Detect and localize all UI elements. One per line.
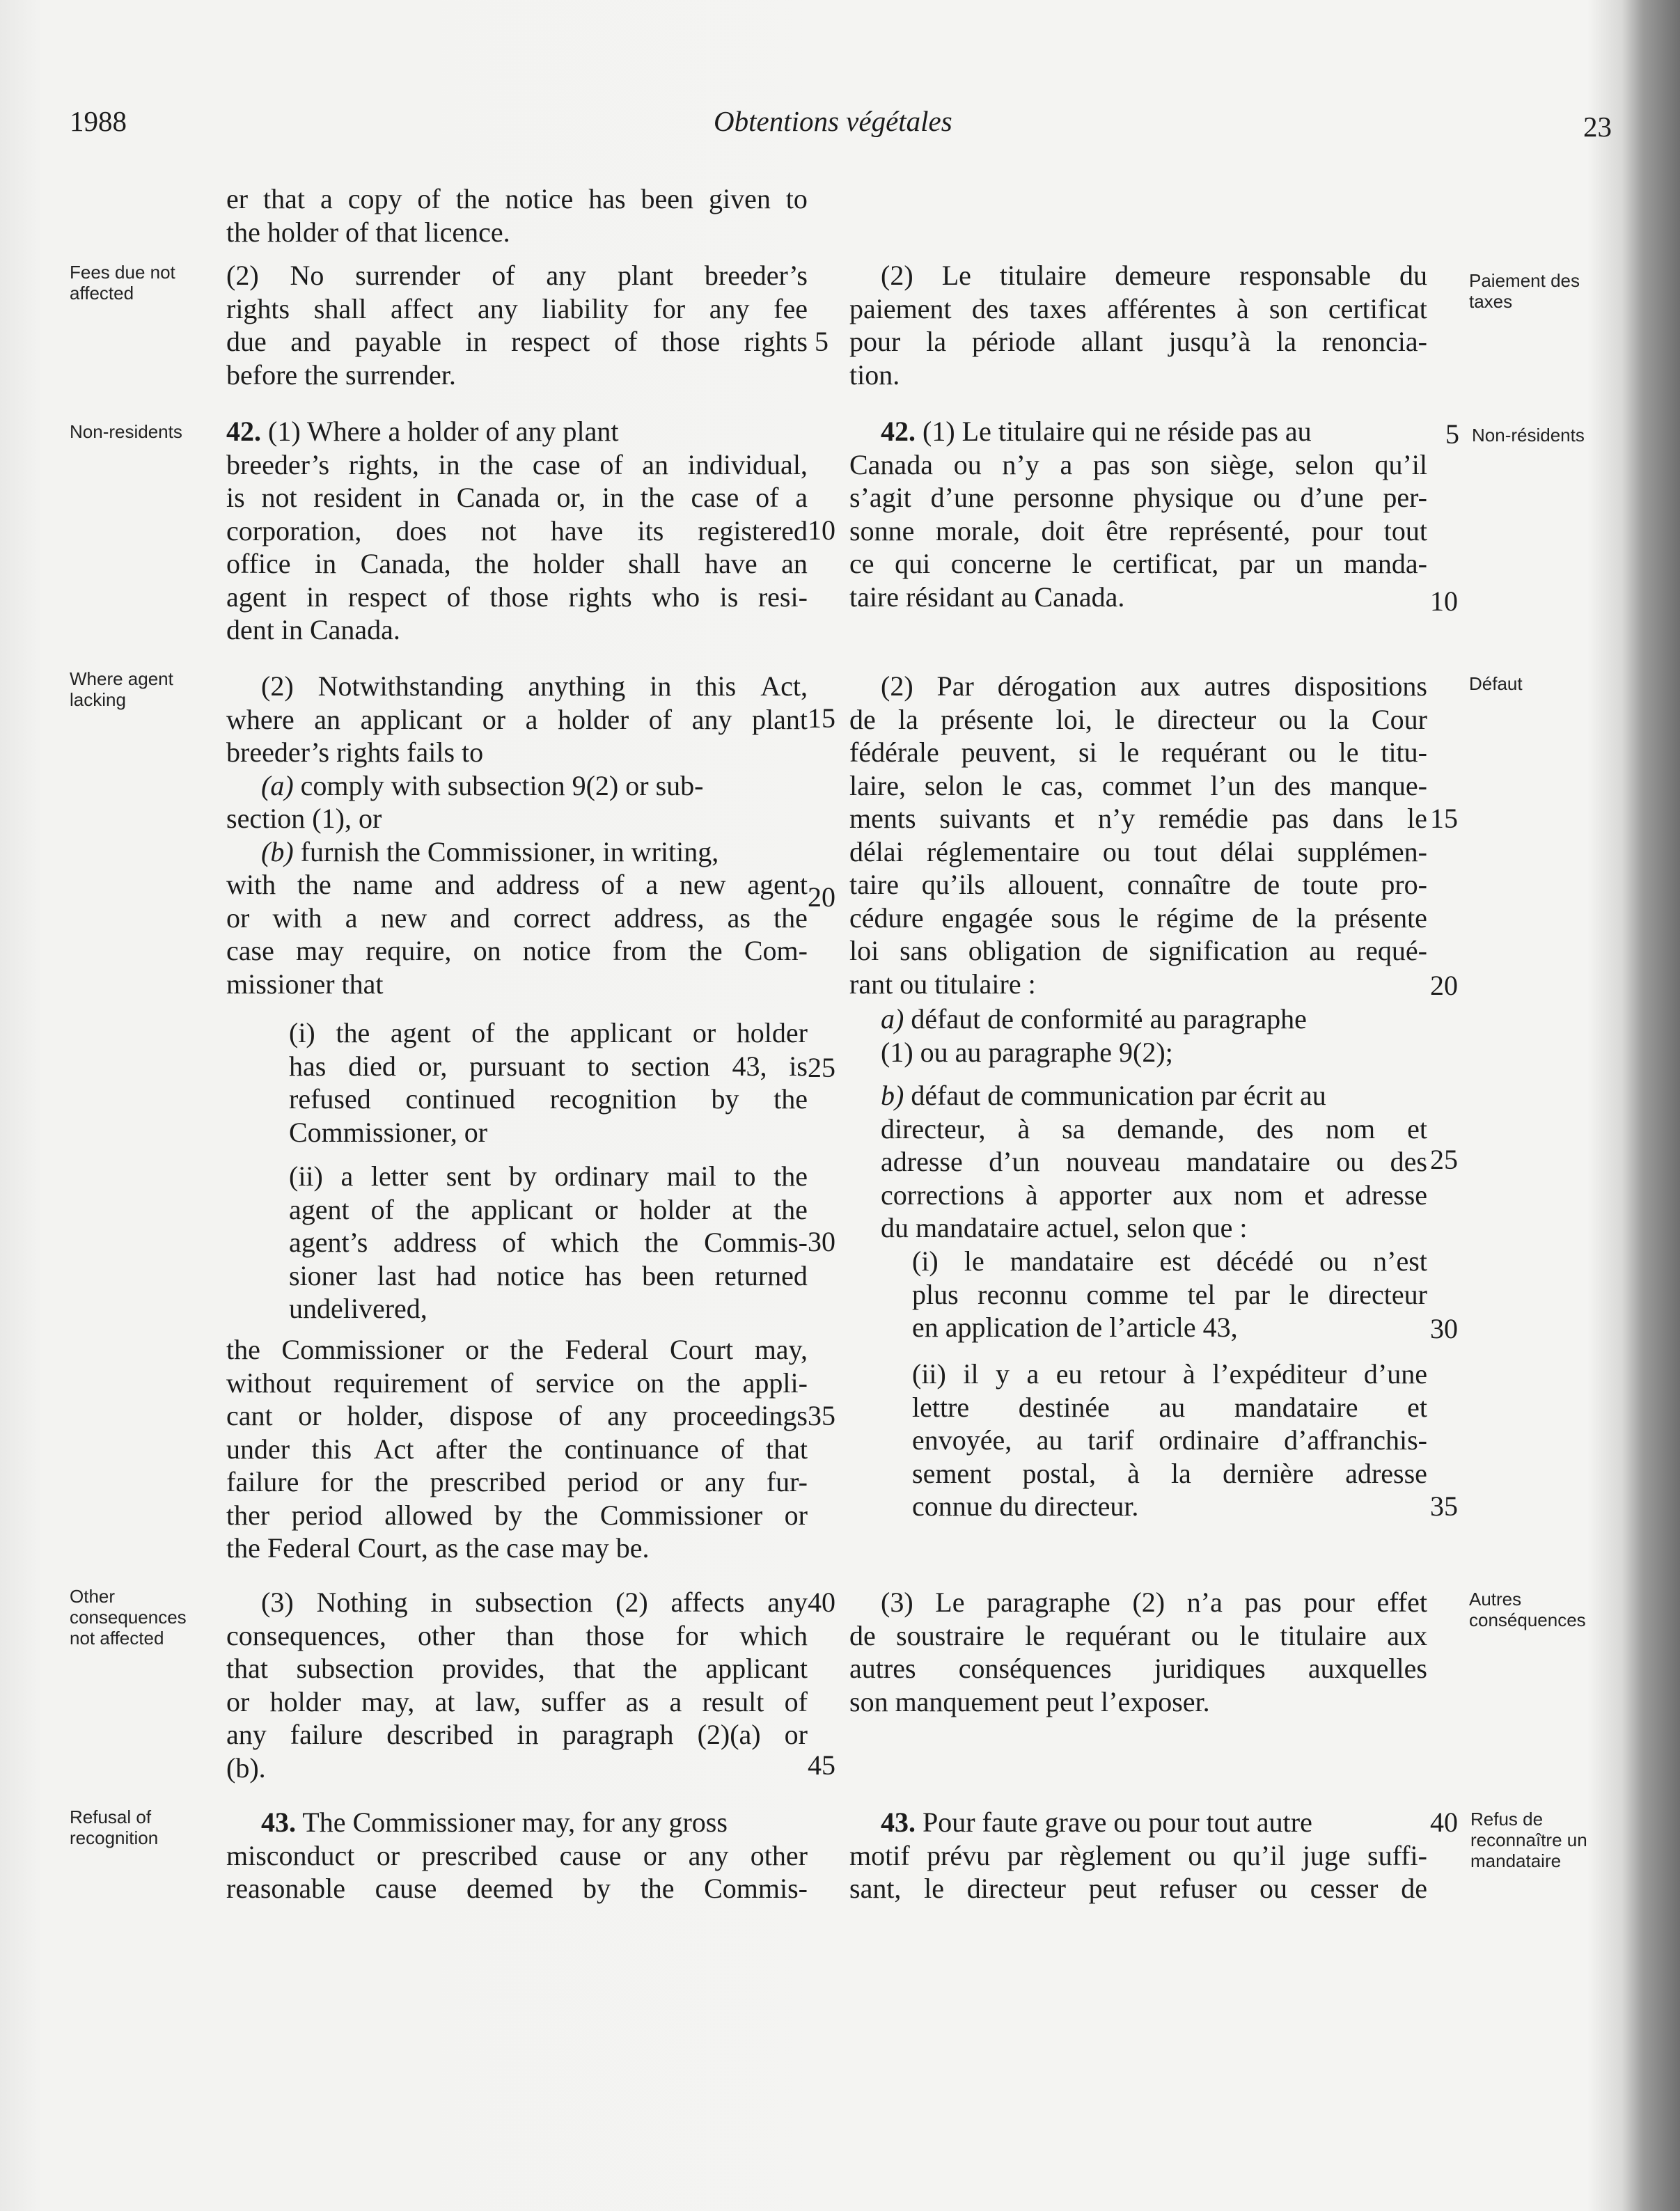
text-line: Canada ou n’y a pas son siège, selon qu’il (849, 448, 1427, 480)
text-line: The Commissioner may, for any gross (302, 1807, 728, 1838)
margin-note-paiement-des-taxes: Paiement des taxes (1469, 270, 1580, 312)
text-line: agent of the applicant or holder at the (289, 1193, 808, 1225)
text-line: ther period allowed by the Commissioner or (226, 1499, 808, 1531)
line-number: 5 (815, 326, 829, 357)
text-line: (1) ou au paragraphe 9(2); (881, 1036, 1173, 1068)
text-line: breeder’s rights, in the case of an individual, (226, 448, 808, 480)
text-line: or holder may, at law, suffer as a result of (226, 1685, 808, 1717)
margin-note-other-consequences: Other consequences not affected (70, 1586, 187, 1649)
text-line: (2) Par dérogation aux autres dispositions (881, 670, 1427, 702)
text-line: (2) Le titulaire demeure responsable du (881, 260, 1427, 291)
text-line: fédérale peuvent, si le requérant ou le titu- (849, 737, 1427, 768)
text-line: (3) Nothing in subsection (2) affects any (261, 1587, 808, 1618)
en-section-42-1 (226, 415, 808, 647)
text-line: cédure engagée sous le régime de la présente (849, 902, 1427, 934)
text-line: consequences, other than those for which (226, 1619, 808, 1651)
para-label: (a) (261, 769, 294, 801)
text-line: due and payable in respect of those rights (226, 326, 808, 357)
line-number: 20 (808, 881, 835, 913)
fr-para-a (881, 1002, 1427, 1069)
text-line: before the surrender. (226, 359, 456, 391)
text-line: dent in Canada. (226, 614, 400, 645)
section-number: 42. (881, 416, 916, 447)
header-title: Obtentions végétales (714, 105, 952, 137)
text-line: the holder of that licence. (226, 216, 510, 248)
fr-section-41-2 (849, 259, 1427, 391)
en-subpara-i (289, 1016, 808, 1149)
text-line: motif prévu par règlement ou qu’il juge suffi- (849, 1839, 1427, 1871)
margin-note-non-residents-en: Non-residents (70, 421, 182, 442)
text-line: er that a copy of the notice has been given to (226, 183, 808, 214)
para-label: a) (881, 1003, 904, 1034)
para-label: b) (881, 1080, 904, 1111)
line-number: 40 (1430, 1807, 1458, 1838)
text-line: breeder’s rights fails to (226, 737, 484, 768)
text-line: ce qui concerne le certificat, par un manda- (849, 548, 1427, 579)
text-line: sement postal, à la dernière adresse (912, 1457, 1427, 1489)
line-number: 25 (808, 1052, 835, 1083)
text-line: laire, selon le cas, commet l’un des manque- (849, 769, 1427, 801)
margin-note-fees-due: Fees due not affected (70, 262, 175, 304)
line-number: 20 (1430, 970, 1458, 1001)
en-section-41-2 (226, 259, 808, 391)
text-line: corporation, does not have its registered (226, 514, 808, 546)
line-number: 25 (1430, 1144, 1458, 1175)
text-line: failure for the prescribed period or any fur- (226, 1466, 808, 1497)
para-label: (b) (261, 835, 294, 867)
text-line: lettre destinée au mandataire et (912, 1391, 1427, 1423)
text-line: any failure described in paragraph (2)(a) or (226, 1719, 808, 1750)
text-line: (i) le mandataire est décédé ou n’est (912, 1245, 1427, 1277)
text-line: has died or, pursuant to section 43, is (289, 1050, 808, 1082)
text-line: agent in respect of those rights who is resi- (226, 581, 808, 613)
text-line: section (1), or (226, 803, 382, 834)
text-line: pour la période allant jusqu’à la renoncia- (849, 326, 1427, 357)
text-line: where an applicant or a holder of any plant (226, 703, 808, 735)
text-line: (3) Le paragraphe (2) n’a pas pour effet (881, 1587, 1427, 1618)
text-line: sonne morale, doit être représenté, pour tout (849, 514, 1427, 546)
en-section-42-2-tail (226, 1333, 808, 1565)
en-section-42-3 (226, 1586, 808, 1784)
text-line: plus reconnu comme tel par le directeur (912, 1278, 1427, 1310)
text-line: Pour faute grave ou pour tout autre (923, 1807, 1312, 1838)
en-section-42-2 (226, 670, 808, 1000)
margin-note-non-residents-fr: Non-résidents (1472, 425, 1585, 446)
page-number: 23 (1583, 111, 1612, 143)
margin-note-defaut: Défaut (1469, 673, 1523, 694)
line-number: 5 (1445, 418, 1459, 450)
text-line: défaut de communication par écrit au (911, 1080, 1326, 1111)
text-line: (b). (226, 1752, 266, 1784)
text-line: (1) Le titulaire qui ne réside pas au (923, 416, 1312, 447)
text-line: de soustraire le requérant ou le titulaire aux (849, 1619, 1427, 1651)
text-line: cant or holder, dispose of any proceedings (226, 1400, 808, 1431)
fr-section-42-2 (849, 670, 1427, 1000)
text-line: du mandataire actuel, selon que : (881, 1212, 1248, 1243)
text-line: reasonable cause deemed by the Commis- (226, 1873, 808, 1904)
text-line: loi sans obligation de signification au requé- (849, 935, 1427, 966)
text-line: autres conséquences juridiques auxquelles (849, 1653, 1427, 1684)
fr-section-43 (849, 1806, 1427, 1905)
text-line: with the name and address of a new agent (226, 869, 808, 900)
text-line: misconduct or prescribed cause or any other (226, 1839, 808, 1871)
text-line: that subsection provides, that the applicant (226, 1653, 808, 1684)
margin-note-autres-consequences: Autres conséquences (1469, 1589, 1586, 1630)
text-line: de la présente loi, le directeur ou la Cour (849, 703, 1427, 735)
margin-note-refusal-of-recognition: Refusal of recognition (70, 1807, 159, 1848)
text-line: sioner last had notice has been returned (289, 1259, 808, 1291)
line-number: 40 (808, 1587, 835, 1618)
margin-note-refus-de-reconnaitre: Refus de reconnaître un mandataire (1470, 1809, 1587, 1871)
text-line: délai réglementaire ou tout délai supplémen- (849, 835, 1427, 867)
text-line: refused continued recognition by the (289, 1083, 808, 1115)
fr-section-42-1 (849, 415, 1427, 613)
line-number: 35 (1430, 1490, 1458, 1522)
fr-section-42-3 (849, 1586, 1427, 1718)
line-number: 15 (808, 702, 835, 734)
text-line: tion. (849, 359, 900, 391)
text-line: furnish the Commissioner, in writing, (300, 835, 719, 867)
fr-subpara-i (912, 1245, 1427, 1344)
text-line: without requirement of service on the appli- (226, 1367, 808, 1399)
en-subpara-ii (289, 1160, 808, 1325)
text-line: (i) the agent of the applicant or holder (289, 1017, 808, 1048)
text-line: missioner that (226, 968, 384, 1000)
text-line: Commissioner, or (289, 1116, 488, 1148)
line-number: 30 (1430, 1313, 1458, 1344)
text-line: the Commissioner or the Federal Court may, (226, 1334, 808, 1365)
text-line: en application de l’article 43, (912, 1312, 1238, 1343)
line-number: 30 (808, 1226, 835, 1257)
section-number: 42. (226, 416, 261, 447)
text-line: (ii) a letter sent by ordinary mail to the (289, 1160, 808, 1192)
line-number: 10 (808, 514, 835, 546)
en-continuation (226, 182, 808, 249)
text-line: (2) No surrender of any plant breeder’s (226, 260, 808, 291)
text-line: sant, le directeur peut refuser ou cesser de (849, 1873, 1427, 1904)
text-line: (1) Where a holder of any plant (268, 416, 619, 447)
text-line: (ii) il y a eu retour à l’expéditeur d’une (912, 1358, 1427, 1390)
line-number: 10 (1430, 585, 1458, 617)
text-line: (2) Notwithstanding anything in this Act, (261, 670, 808, 702)
text-line: corrections à apporter aux nom et adresse (881, 1179, 1427, 1211)
text-line: case may require, on notice from the Com- (226, 935, 808, 966)
section-number: 43. (261, 1807, 296, 1838)
header-year: 1988 (70, 105, 127, 137)
section-number: 43. (881, 1807, 916, 1838)
text-line: taire résidant au Canada. (849, 581, 1125, 613)
text-line: agent’s address of which the Commis- (289, 1227, 808, 1258)
text-line: under this Act after the continuance of that (226, 1433, 808, 1465)
text-line: the Federal Court, as the case may be. (226, 1532, 650, 1564)
text-line: envoyée, au tarif ordinaire d’affranchis- (912, 1424, 1427, 1456)
text-line: comply with subsection 9(2) or sub- (300, 769, 704, 801)
text-line: paiement des taxes afférentes à son certificat (849, 292, 1427, 324)
text-line: office in Canada, the holder shall have an (226, 548, 808, 579)
text-line: rights shall affect any liability for any fee (226, 292, 808, 324)
line-number: 45 (808, 1749, 835, 1781)
fr-para-b (881, 1079, 1427, 1245)
en-section-43 (226, 1806, 808, 1905)
text-line: défaut de conformité au paragraphe (911, 1003, 1307, 1034)
fr-subpara-ii (912, 1358, 1427, 1523)
text-line: taire qu’ils allouent, connaître de toute pro- (849, 869, 1427, 900)
margin-note-where-agent-lacking: Where agent lacking (70, 668, 173, 710)
text-line: is not resident in Canada or, in the case of a (226, 482, 808, 513)
text-line: ments suivants et n’y remédie pas dans le (849, 803, 1427, 834)
line-number: 35 (808, 1400, 835, 1431)
text-line: connue du directeur. (912, 1490, 1139, 1522)
line-number: 15 (1430, 803, 1458, 834)
text-line: directeur, à sa demande, des nom et (881, 1112, 1427, 1144)
text-line: s’agit d’une personne physique ou d’une per- (849, 482, 1427, 513)
text-line: adresse d’un nouveau mandataire ou des (881, 1146, 1427, 1177)
text-line: son manquement peut l’exposer. (849, 1685, 1210, 1717)
text-line: or with a new and correct address, as the (226, 902, 808, 934)
text-line: undelivered, (289, 1293, 427, 1324)
text-line: rant ou titulaire : (849, 968, 1036, 1000)
